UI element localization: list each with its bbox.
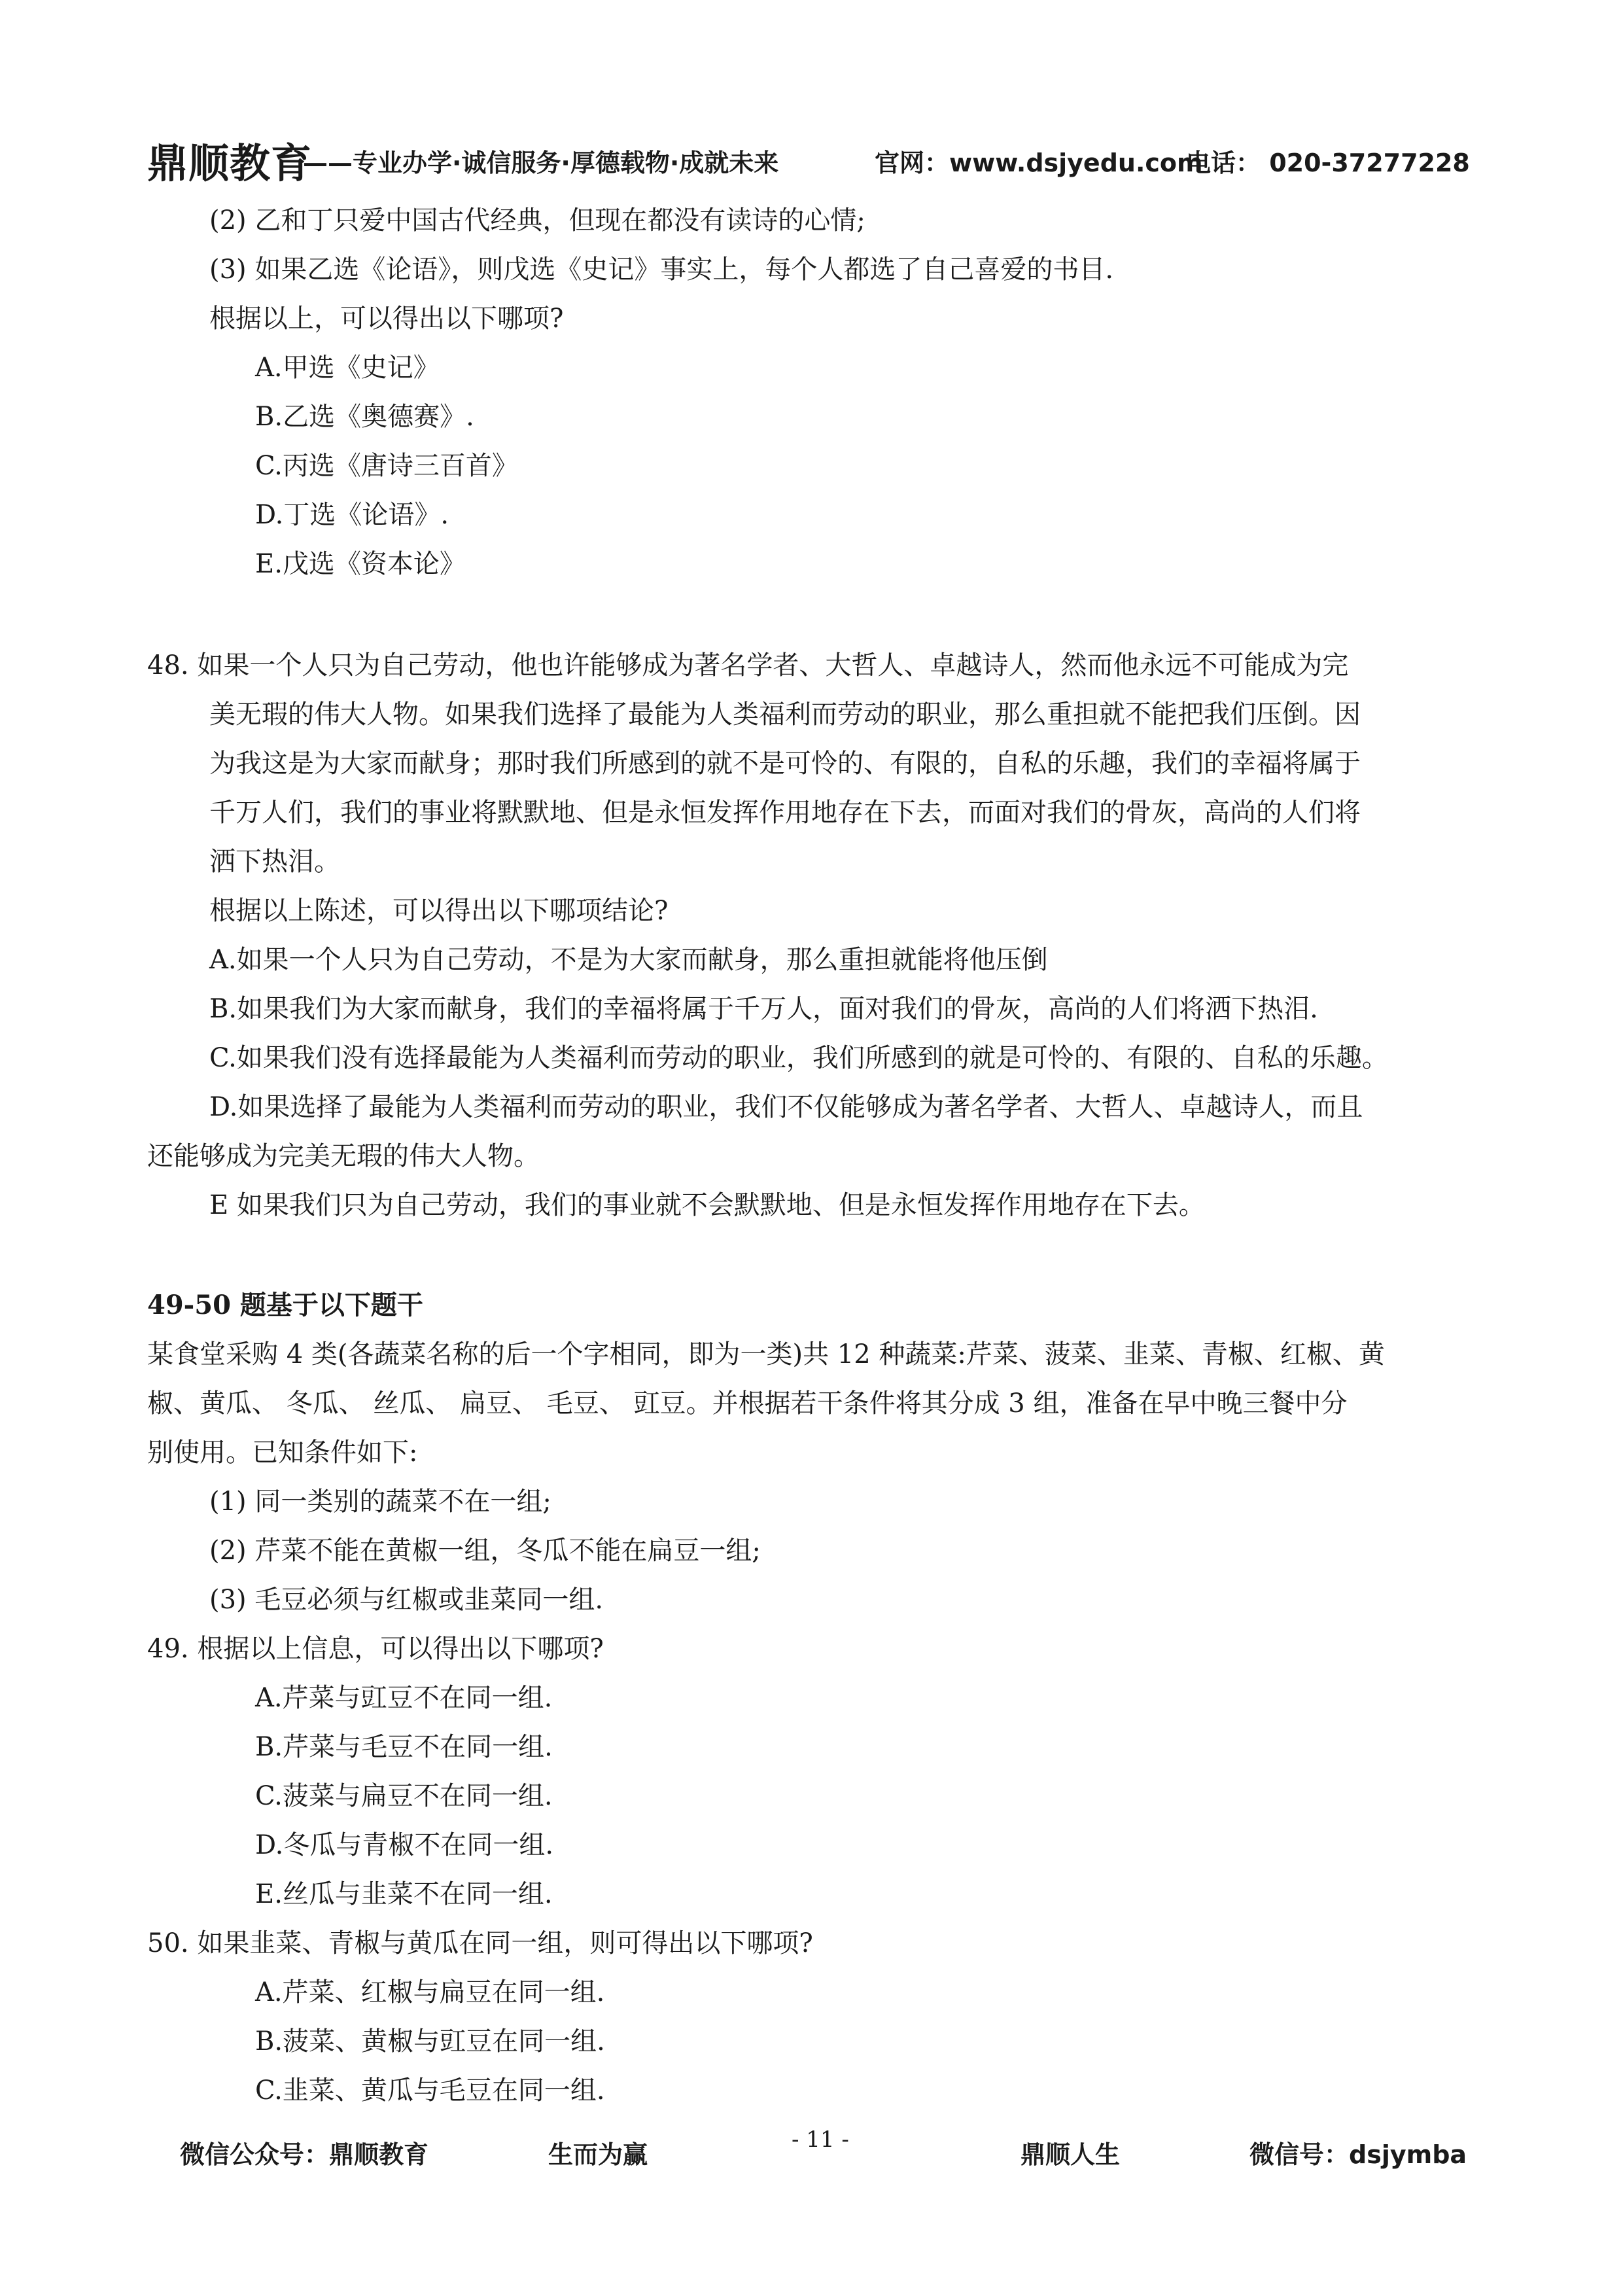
option-e: E.戊选《资本论》 [255,549,466,579]
option-c: C.丙选《唐诗三百首》 [255,451,518,481]
page-number: - 11 - [792,2127,849,2153]
option-e: E 如果我们只为自己劳动，我们的事业就不会默默地、但是永恒发挥作用地存在下去。 [209,1190,1205,1220]
shared-stem-line: 别使用。已知条件如下: [147,1438,418,1468]
option-a: A.芹菜、红椒与扁豆在同一组. [255,1977,605,2007]
option-b: B.乙选《奥德赛》. [255,402,474,432]
condition-3: (3) 毛豆必须与红椒或韭菜同一组. [209,1585,604,1615]
q50-question: 50. 如果韭菜、青椒与黄瓜在同一组，则可得出以下哪项? [147,1928,813,1958]
q48-stem-line: 48. 如果一个人只为自己劳动，他也许能够成为著名学者、大哲人、卓越诗人，然而他永远不可能成为完 [147,650,1349,680]
condition-2: (2) 乙和丁只爱中国古代经典，但现在都没有读诗的心情; [209,205,865,236]
option-d: D.如果选择了最能为人类福利而劳动的职业，我们不仅能够成为著名学者、大哲人、卓越诗人，而且 [209,1092,1363,1122]
option-b: B.如果我们为大家而献身，我们的幸福将属于千万人，面对我们的骨灰，高尚的人们将洒下热泪. [209,994,1318,1024]
option-d: D.丁选《论语》. [255,500,449,530]
footer-motto: 生而为赢 [548,2140,648,2169]
option-a: A.芹菜与豇豆不在同一组. [255,1683,553,1713]
q48-stem-line: 为我这是为大家而献身；那时我们所感到的就不是可怜的、有限的，自私的乐趣，我们的幸福将属于 [209,749,1361,779]
option-b: B.菠菜、黄椒与豇豆在同一组. [255,2026,605,2057]
option-b: B.芹菜与毛豆不在同一组. [255,1732,553,1762]
question-prompt: 根据以上，可以得出以下哪项? [209,304,564,334]
condition-2: (2) 芹菜不能在黄椒一组，冬瓜不能在扁豆一组; [209,1536,761,1566]
q48-stem-line: 美无瑕的伟大人物。如果我们选择了最能为人类福利而劳动的职业，那么重担就不能把我们压倒。因 [209,699,1361,730]
footer-wechat-id: 微信号：dsjymba [1249,2140,1467,2169]
phone-text: 电话： 020-37277228 [1186,149,1470,177]
q49-question: 49. 根据以上信息，可以得出以下哪项? [147,1634,604,1664]
option-a: A.甲选《史记》 [255,353,440,383]
shared-stem-line: 某食堂采购 4 类(各蔬菜名称的后一个字相同，即为一类)共 12 种蔬菜:芹菜、菠菜、韭菜、青椒、红椒、黄 [147,1339,1385,1369]
page-header [147,131,1482,187]
section-title: 49-50 题基于以下题干 [147,1290,423,1320]
q48-stem-line: 洒下热泪。 [209,847,340,877]
condition-1: (1) 同一类别的蔬菜不在一组; [209,1487,551,1517]
footer-life: 鼎顺人生 [1021,2140,1121,2169]
q48-stem-line: 千万人们，我们的事业将默默地、但是永恒发挥作用地存在下去，而面对我们的骨灰，高尚的人们将 [209,798,1361,828]
option-d-continued: 还能够成为完美无瑕的伟大人物。 [147,1141,540,1171]
footer-wechat-public: 微信公众号：鼎顺教育 [180,2140,429,2169]
website-text: 官网：www.dsjyedu.com [875,149,1203,177]
option-d: D.冬瓜与青椒不在同一组. [255,1830,554,1860]
brand-name: 鼎顺教育 [147,139,313,187]
option-c: C.如果我们没有选择最能为人类福利而劳动的职业，我们所感到的就是可怜的、有限的、自私的乐趣。 [209,1043,1388,1073]
option-c: C.韭菜、黄瓜与毛豆在同一组. [255,2075,605,2106]
brand-slogan: ——专业办学·诚信服务·厚德载物·成就未来 [303,149,779,177]
option-a: A.如果一个人只为自己劳动，不是为大家而献身，那么重担就能将他压倒 [209,945,1048,975]
option-e: E.丝瓜与韭菜不在同一组. [255,1879,553,1909]
option-c: C.菠菜与扁豆不在同一组. [255,1781,553,1811]
question-prompt: 根据以上陈述，可以得出以下哪项结论? [209,896,669,926]
shared-stem-line: 椒、黄瓜、 冬瓜、 丝瓜、 扁豆、 毛豆、 豇豆。并根据若干条件将其分成 3 组，准备在早中晚三餐中分 [147,1388,1348,1419]
condition-3: (3) 如果乙选《论语》，则戊选《史记》事实上，每个人都选了自己喜爱的书目. [209,255,1114,285]
